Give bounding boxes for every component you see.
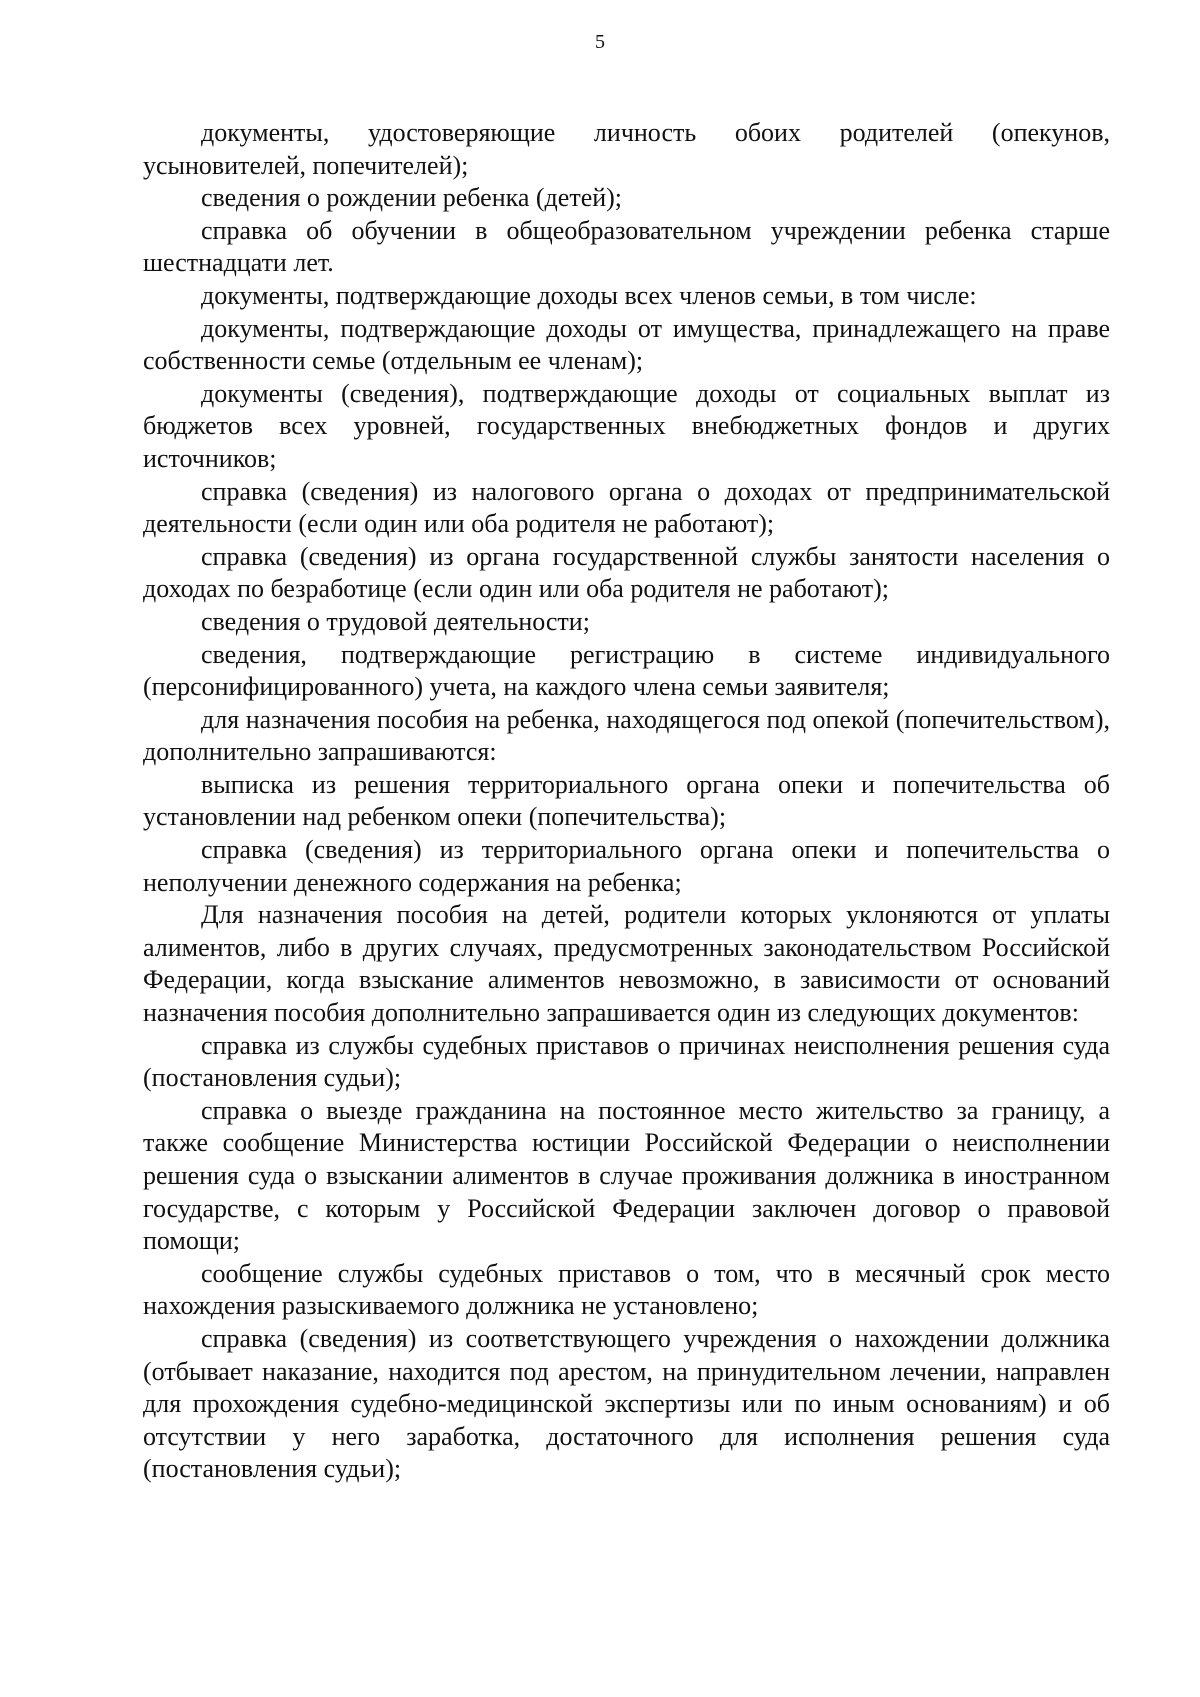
paragraph-employment-service: справка (сведения) из органа государственной службы занятости населения о доходах по безработице (если один или оба родителя не работают);: [143, 541, 1110, 604]
paragraph-guardianship-extract: выписка из решения территориального органа опеки и попечительства об установлении над ребенком опеки (попечительства);: [143, 769, 1110, 832]
paragraph-alimony-intro: Для назначения пособия на детей, родители которых уклоняются от уплаты алиментов, либо в других случаях, предусмотренных законодательством Российской Федерации, когда взыскание алиментов невозможно, в зависимости от оснований назначения пособия дополнительно запрашивается один из следующих документов:: [143, 900, 1110, 1028]
document-body: [143, 117, 1110, 1486]
paragraph-guardianship-intro: для назначения пособия на ребенка, находящегося под опекой (попечительством), дополнительно запрашиваются:: [143, 704, 1110, 767]
paragraph-birth-info: сведения о рождении ребенка (детей);: [201, 183, 623, 213]
paragraph-personal-registration: сведения, подтверждающие регистрацию в системе индивидуального (персонифицированного) учета, на каждого члена семьи заявителя;: [143, 639, 1110, 702]
paragraph-debtor-search: сообщение службы судебных приставов о том, что в месячный срок место нахождения разыскиваемого должника не установлено;: [143, 1258, 1110, 1321]
paragraph-debtor-location: справка (сведения) из соответствующего учреждения о нахождении должника (отбывает наказание, находится под арестом, на принудительном лечении, направлен для прохождения судебно-медицинской экспертизы или по иным основаниям) и об отсутствии у него заработка, достаточного для исполнения решения суда (постановления судьи);: [143, 1323, 1110, 1484]
paragraph-bailiff-certificate: справка из службы судебных приставов о причинах неисполнения решения суда (постановления судьи);: [143, 1030, 1110, 1093]
paragraph-property-income: документы, подтверждающие доходы от имущества, принадлежащего на праве собственности семье (отдельным ее членам);: [143, 313, 1110, 376]
paragraph-social-payments: документы (сведения), подтверждающие доходы от социальных выплат из бюджетов всех уровней, государственных внебюджетных фондов и других источников;: [143, 378, 1110, 473]
paragraph-departure-abroad: справка о выезде гражданина на постоянное место жительство за границу, а также сообщение Министерства юстиции Российской Федерации о неисполнении решения суда о взыскании алиментов в случае проживания должника в иностранном государстве, с которым у Российской Федерации заключен договор о правовой помощи;: [143, 1095, 1110, 1256]
paragraph-work-history: сведения о трудовой деятельности;: [201, 606, 590, 636]
paragraph-family-income-docs: документы, подтверждающие доходы всех членов семьи, в том числе:: [201, 280, 977, 310]
paragraph-tax-certificate: справка (сведения) из налогового органа о доходах от предпринимательской деятельности (если один или оба родителя не работают);: [143, 476, 1110, 539]
paragraph-parent-id-documents: документы, удостоверяющие личность обоих родителей (опекунов, усыновителей, попечителей);: [143, 118, 1110, 180]
page-number: 5: [595, 31, 605, 53]
paragraph-guardianship-certificate: справка (сведения) из территориального органа опеки и попечительства о неполучении денежного содержания на ребенка;: [143, 835, 1110, 897]
paragraph-school-certificate: справка об обучении в общеобразовательном учреждении ребенка старше шестнадцати лет.: [143, 215, 1110, 278]
